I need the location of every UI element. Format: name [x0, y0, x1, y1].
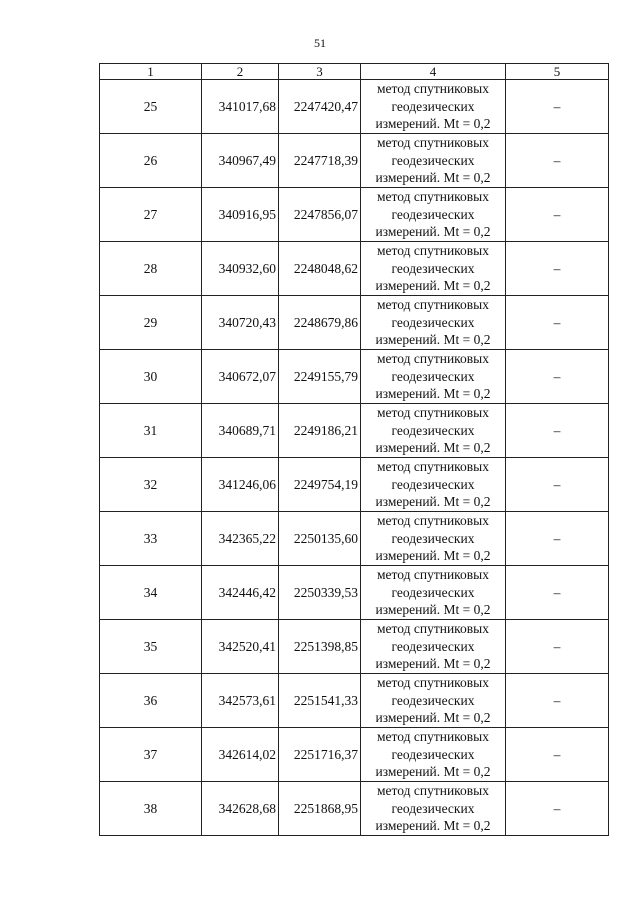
method-line: измерений. Mt = 0,2: [375, 278, 491, 294]
method-line: геодезических: [391, 98, 475, 114]
note-cell: –: [506, 512, 609, 566]
y-coordinate-cell: 2250135,60: [279, 512, 361, 566]
note-cell: –: [506, 80, 609, 134]
note-cell: –: [506, 620, 609, 674]
coordinates-table: [99, 63, 609, 836]
method-cell: [361, 728, 506, 782]
method-cell: [361, 350, 506, 404]
method-line: метод спутниковых: [377, 513, 489, 529]
method-line: метод спутниковых: [377, 189, 489, 205]
y-coordinate-cell: 2251716,37: [279, 728, 361, 782]
note-cell: –: [506, 458, 609, 512]
y-coordinate-cell: 2247718,39: [279, 134, 361, 188]
y-coordinate-cell: 2249186,21: [279, 404, 361, 458]
y-coordinate-cell: 2251398,85: [279, 620, 361, 674]
y-coordinate-cell: 2250339,53: [279, 566, 361, 620]
column-header: 5: [506, 64, 609, 80]
method-cell: [361, 296, 506, 350]
point-number-cell: 37: [100, 728, 202, 782]
x-coordinate-cell: 341246,06: [202, 458, 279, 512]
x-coordinate-cell: 342520,41: [202, 620, 279, 674]
table-row: [100, 350, 609, 404]
y-coordinate-cell: 2251868,95: [279, 782, 361, 836]
method-line: измерений. Mt = 0,2: [375, 656, 491, 672]
table-row: [100, 620, 609, 674]
column-header: 3: [279, 64, 361, 80]
y-coordinate-cell: 2249754,19: [279, 458, 361, 512]
method-line: геодезических: [391, 206, 475, 222]
table-row: [100, 512, 609, 566]
method-line: метод спутниковых: [377, 351, 489, 367]
method-line: геодезических: [391, 530, 475, 546]
y-coordinate-cell: 2248679,86: [279, 296, 361, 350]
method-line: измерений. Mt = 0,2: [375, 440, 491, 456]
note-cell: –: [506, 566, 609, 620]
method-line: метод спутниковых: [377, 81, 489, 97]
method-line: измерений. Mt = 0,2: [375, 170, 491, 186]
method-line: измерений. Mt = 0,2: [375, 386, 491, 402]
method-cell: [361, 620, 506, 674]
y-coordinate-cell: 2249155,79: [279, 350, 361, 404]
column-header: 4: [361, 64, 506, 80]
method-line: измерений. Mt = 0,2: [375, 710, 491, 726]
x-coordinate-cell: 341017,68: [202, 80, 279, 134]
x-coordinate-cell: 340916,95: [202, 188, 279, 242]
method-line: метод спутниковых: [377, 243, 489, 259]
method-line: метод спутниковых: [377, 135, 489, 151]
point-number-cell: 32: [100, 458, 202, 512]
point-number-cell: 27: [100, 188, 202, 242]
method-cell: [361, 782, 506, 836]
method-line: метод спутниковых: [377, 405, 489, 421]
method-cell: [361, 674, 506, 728]
x-coordinate-cell: 342614,02: [202, 728, 279, 782]
method-line: измерений. Mt = 0,2: [375, 602, 491, 618]
method-line: геодезических: [391, 152, 475, 168]
column-header: 2: [202, 64, 279, 80]
table-row: [100, 728, 609, 782]
method-line: метод спутниковых: [377, 783, 489, 799]
method-line: измерений. Mt = 0,2: [375, 494, 491, 510]
method-line: геодезических: [391, 638, 475, 654]
note-cell: –: [506, 296, 609, 350]
point-number-cell: 25: [100, 80, 202, 134]
table-row: [100, 674, 609, 728]
method-line: геодезических: [391, 422, 475, 438]
method-line: геодезических: [391, 314, 475, 330]
table-row: [100, 566, 609, 620]
table-row: [100, 80, 609, 134]
method-line: геодезических: [391, 476, 475, 492]
note-cell: –: [506, 728, 609, 782]
point-number-cell: 36: [100, 674, 202, 728]
table-row: [100, 782, 609, 836]
method-line: геодезических: [391, 746, 475, 762]
x-coordinate-cell: 342628,68: [202, 782, 279, 836]
point-number-cell: 38: [100, 782, 202, 836]
method-cell: [361, 458, 506, 512]
table-row: [100, 458, 609, 512]
note-cell: –: [506, 782, 609, 836]
method-line: геодезических: [391, 584, 475, 600]
method-line: метод спутниковых: [377, 297, 489, 313]
point-number-cell: 35: [100, 620, 202, 674]
point-number-cell: 26: [100, 134, 202, 188]
method-line: измерений. Mt = 0,2: [375, 332, 491, 348]
table-row: [100, 296, 609, 350]
method-line: геодезических: [391, 800, 475, 816]
point-number-cell: 28: [100, 242, 202, 296]
x-coordinate-cell: 340967,49: [202, 134, 279, 188]
point-number-cell: 33: [100, 512, 202, 566]
point-number-cell: 34: [100, 566, 202, 620]
method-line: измерений. Mt = 0,2: [375, 224, 491, 240]
method-line: геодезических: [391, 692, 475, 708]
method-line: измерений. Mt = 0,2: [375, 818, 491, 834]
x-coordinate-cell: 342365,22: [202, 512, 279, 566]
note-cell: –: [506, 242, 609, 296]
method-line: геодезических: [391, 368, 475, 384]
x-coordinate-cell: 342573,61: [202, 674, 279, 728]
x-coordinate-cell: 340932,60: [202, 242, 279, 296]
y-coordinate-cell: 2247856,07: [279, 188, 361, 242]
table-row: [100, 134, 609, 188]
y-coordinate-cell: 2248048,62: [279, 242, 361, 296]
method-line: измерений. Mt = 0,2: [375, 548, 491, 564]
method-line: метод спутниковых: [377, 621, 489, 637]
point-number-cell: 31: [100, 404, 202, 458]
table-row: [100, 242, 609, 296]
method-cell: [361, 242, 506, 296]
x-coordinate-cell: 340689,71: [202, 404, 279, 458]
method-cell: [361, 404, 506, 458]
page-number: 51: [314, 36, 326, 50]
point-number-cell: 30: [100, 350, 202, 404]
method-line: метод спутниковых: [377, 675, 489, 691]
method-cell: [361, 566, 506, 620]
method-cell: [361, 80, 506, 134]
y-coordinate-cell: 2247420,47: [279, 80, 361, 134]
method-cell: [361, 188, 506, 242]
table-row: [100, 404, 609, 458]
method-line: измерений. Mt = 0,2: [375, 116, 491, 132]
note-cell: –: [506, 350, 609, 404]
method-line: геодезических: [391, 260, 475, 276]
method-cell: [361, 134, 506, 188]
method-line: метод спутниковых: [377, 729, 489, 745]
x-coordinate-cell: 340720,43: [202, 296, 279, 350]
x-coordinate-cell: 342446,42: [202, 566, 279, 620]
method-line: метод спутниковых: [377, 567, 489, 583]
method-line: измерений. Mt = 0,2: [375, 764, 491, 780]
note-cell: –: [506, 404, 609, 458]
note-cell: –: [506, 188, 609, 242]
column-header: 1: [100, 64, 202, 80]
table-row: [100, 188, 609, 242]
note-cell: –: [506, 134, 609, 188]
x-coordinate-cell: 340672,07: [202, 350, 279, 404]
note-cell: –: [506, 674, 609, 728]
table-body: [100, 64, 609, 836]
point-number-cell: 29: [100, 296, 202, 350]
method-line: метод спутниковых: [377, 459, 489, 475]
method-cell: [361, 512, 506, 566]
y-coordinate-cell: 2251541,33: [279, 674, 361, 728]
table-header-row: [100, 64, 609, 80]
